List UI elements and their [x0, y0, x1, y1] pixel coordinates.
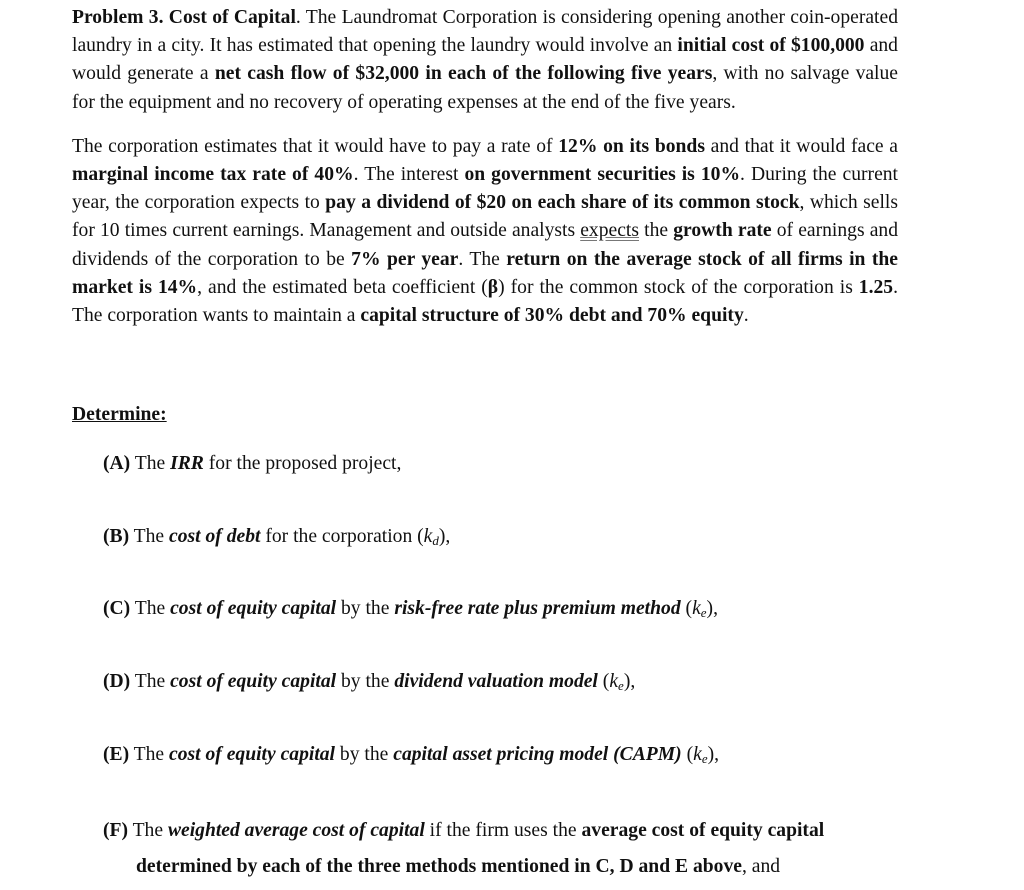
term: cost of equity capital [170, 598, 337, 619]
market-return: return on the average stock of all firms in the market is 14% [72, 248, 898, 298]
item-f [103, 813, 898, 885]
text: . The Laundromat Corporation is considering opening another coin-operated laundry in a city. It has estimated that opening the laundry would involve an [72, 7, 898, 57]
variable: k [692, 598, 701, 619]
growth-rate: growth rate [673, 220, 772, 242]
text: ), [707, 744, 720, 765]
grammar-flag-word: expects [580, 220, 639, 242]
item-a [103, 450, 401, 478]
text: ), [706, 598, 718, 619]
text: , which sells for 10 times current earnings. Management and outside analysts [72, 192, 898, 242]
subscript: e [700, 605, 707, 620]
problem-heading: Problem 3. Cost of Capital [72, 7, 296, 28]
text: ( [680, 598, 693, 619]
item-d [103, 668, 635, 696]
text: for the corporation ( [260, 526, 424, 547]
item-letter: (F) [103, 820, 129, 841]
term: weighted average cost of capital [167, 820, 425, 841]
bond-rate: 12% on its bonds [558, 135, 705, 157]
text: by the [336, 598, 395, 619]
method: capital asset pricing model (CAPM) [393, 744, 682, 765]
text: by the [335, 744, 394, 765]
item-e [103, 741, 719, 769]
item-c [103, 595, 718, 623]
item-letter: (B) [103, 526, 130, 547]
paragraph-2 [72, 133, 898, 330]
text: The [128, 820, 168, 841]
term: cost of equity capital [169, 744, 336, 765]
text: of earnings and dividends of the corporation to be [72, 220, 899, 270]
text: The [129, 744, 170, 765]
emphasis: determined by each of the three methods mentioned in C, D and E above [136, 856, 742, 877]
initial-cost: initial cost of $100,000 [677, 35, 865, 57]
text: ), [438, 526, 451, 547]
text: . The corporation wants to maintain a [72, 276, 898, 327]
text: . During the current year, the corporation expects to [72, 164, 899, 214]
beta-value: 1.25 [858, 276, 894, 298]
text: and would generate a [72, 35, 898, 85]
text: and that it would face a [704, 135, 899, 157]
growth-rate-value: 7% per year [351, 248, 459, 270]
text: ( [681, 744, 694, 765]
text: by the [336, 671, 395, 692]
method: risk-free rate plus premium method [394, 598, 681, 619]
paragraph-1 [72, 4, 898, 117]
net-cash-flow: net cash flow of $32,000 in each of the following five years [214, 63, 713, 85]
text: if the firm uses the [424, 820, 582, 841]
text: . The interest [353, 164, 465, 186]
govt-securities-rate: on government securities is 10% [464, 164, 741, 186]
variable: k [423, 526, 433, 547]
text: , and the estimated beta coefficient ( [197, 276, 488, 298]
method: dividend valuation model [394, 671, 598, 692]
subscript: e [701, 751, 708, 766]
term: cost of debt [169, 526, 261, 547]
item-f-continuation [103, 849, 898, 885]
item-letter: (C) [103, 598, 131, 619]
item-letter: (A) [103, 453, 131, 474]
text: The [130, 598, 171, 619]
text: . The [458, 248, 507, 270]
item-letter: (E) [103, 744, 130, 765]
item-b [103, 523, 450, 551]
dividend: pay a dividend of $20 on each share of its common stock [325, 192, 800, 214]
item-letter: (D) [103, 671, 131, 692]
determine-heading: Determine: [72, 404, 167, 425]
term: IRR [170, 453, 204, 474]
text: The [130, 453, 171, 474]
subscript: e [618, 678, 624, 693]
problem-text [72, 4, 898, 330]
subscript: d [432, 533, 439, 548]
text: The [129, 526, 170, 547]
text: The corporation estimates that it would have to pay a rate of [72, 135, 559, 157]
text: the [638, 220, 674, 242]
text: , with no salvage value for the equipment and no recovery of operating expenses at the end of the five years. [72, 63, 898, 113]
text: . [743, 305, 749, 327]
capital-structure: capital structure of 30% debt and 70% equity [360, 305, 744, 327]
text: The [130, 671, 171, 692]
text: ) for the common stock of the corporation is [498, 276, 859, 298]
variable: k [609, 671, 619, 692]
text: ( [597, 671, 610, 692]
beta-symbol: β [487, 276, 499, 298]
text: for the proposed project, [203, 453, 402, 474]
text: ), [623, 671, 636, 692]
text: , and [741, 856, 781, 877]
tax-rate: marginal income tax rate of 40% [72, 164, 354, 186]
term: cost of equity capital [170, 671, 337, 692]
emphasis: average cost of equity capital [581, 820, 825, 841]
variable: k [693, 744, 702, 765]
